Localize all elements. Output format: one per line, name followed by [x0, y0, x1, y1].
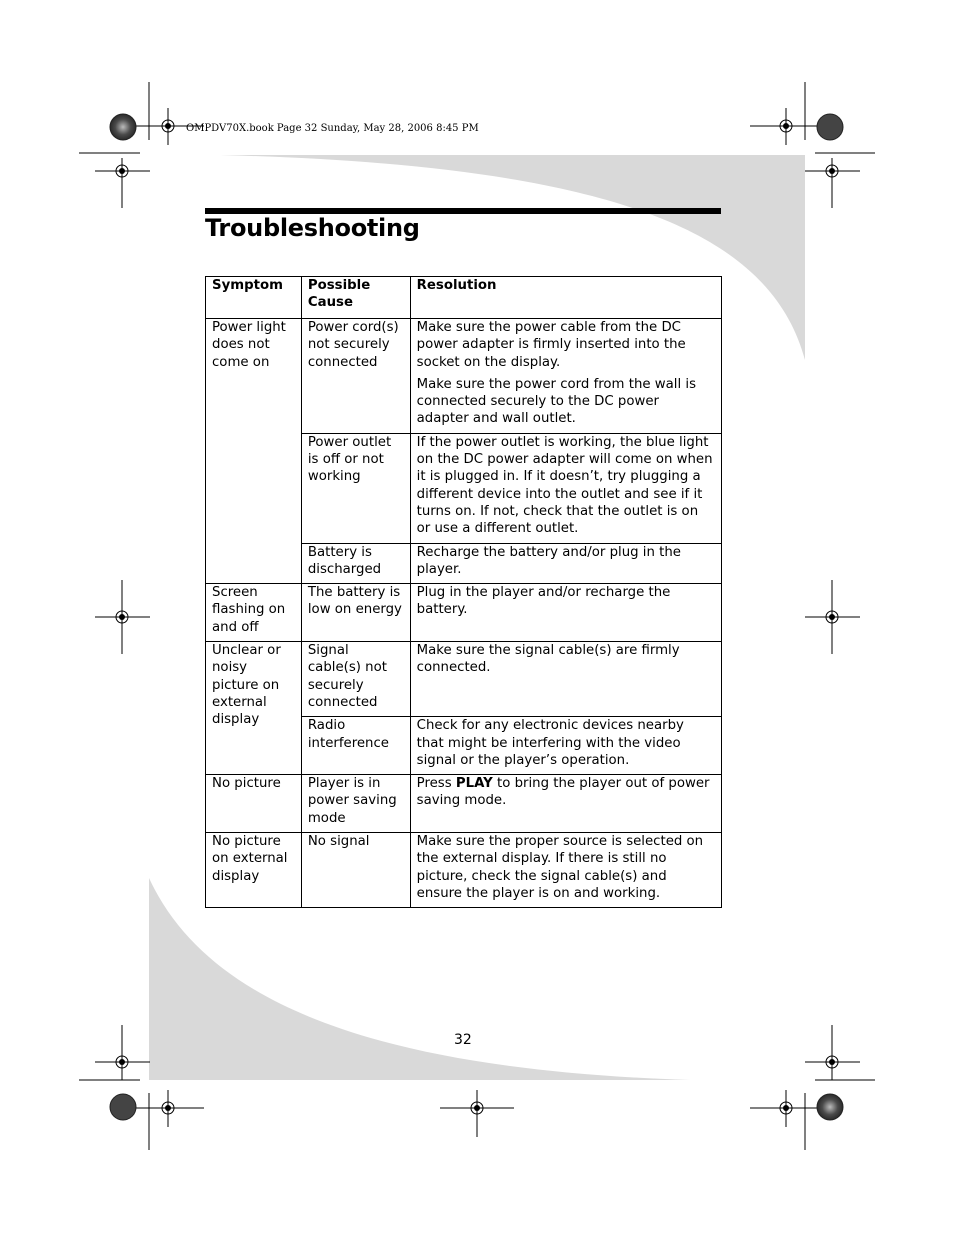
cause-cell: Power cord(s) not securely connected — [301, 319, 410, 434]
resolution-cell: Make sure the signal cable(s) are firmly connected. — [410, 642, 721, 717]
symptom-cell: Screen flashing on and off — [206, 584, 302, 642]
troubleshooting-table — [205, 276, 722, 908]
color-target-icon — [817, 114, 843, 140]
symptom-cell: Power light does not come on — [206, 319, 302, 584]
table-row — [206, 319, 722, 434]
color-target-icon — [110, 1094, 136, 1120]
table-row — [206, 833, 722, 908]
registration-target-icon — [805, 158, 860, 208]
resolution-text: to bring the player out of power saving mode. — [416, 776, 710, 809]
registration-target-icon — [805, 1025, 860, 1080]
print-slug: OMPDV70X.book Page 32 Sunday, May 28, 2006 8:45 PM — [186, 123, 479, 134]
registration-target-icon — [95, 158, 150, 208]
header-possible-cause: Possible Cause — [301, 277, 410, 319]
cause-cell: No signal — [301, 833, 410, 908]
decorative-swoosh-bottom — [149, 878, 690, 1080]
table-row — [206, 584, 722, 642]
registration-target-icon — [95, 1025, 150, 1080]
header-resolution: Resolution — [410, 277, 721, 319]
resolution-cell: Plug in the player and/or recharge the battery. — [410, 584, 721, 642]
resolution-cell: If the power outlet is working, the blue light on the DC power adapter will come on when it is plugged in. If it doesn’t, try plugging a different device into the outlet and see if it turns on. If not, check that the outlet is on or use a different outlet. — [410, 433, 721, 543]
resolution-paragraph: Make sure the power cord from the wall is connected securely to the DC power adapter and wall outlet. — [416, 376, 697, 427]
symptom-cell: No picture — [206, 775, 302, 833]
resolution-paragraph: Make sure the power cable from the DC power adapter is firmly inserted into the socket on the display. — [416, 320, 686, 370]
color-target-icon — [817, 1094, 843, 1120]
cause-cell: Signal cable(s) not securely connected — [301, 642, 410, 717]
resolution-text: Press — [416, 776, 456, 792]
resolution-cell: Make sure the proper source is selected on the external display. If there is still no picture, check the signal cable(s) and ensure the player is on and working. — [410, 833, 721, 908]
symptom-cell: Unclear or noisy picture on external display — [206, 642, 302, 775]
cause-cell: The battery is low on energy — [301, 584, 410, 642]
table-row — [206, 775, 722, 833]
resolution-cell: Recharge the battery and/or plug in the player. — [410, 543, 721, 584]
cause-cell: Battery is discharged — [301, 543, 410, 584]
cause-cell: Radio interference — [301, 717, 410, 775]
play-button-label: PLAY — [455, 776, 493, 792]
color-target-icon — [110, 114, 136, 140]
table-row — [206, 642, 722, 717]
page-title: Troubleshooting — [205, 214, 420, 242]
registration-target-icon — [440, 1090, 514, 1137]
resolution-cell: Check for any electronic devices nearby that might be interfering with the video signal or the player’s operation. — [410, 717, 721, 775]
page-number: 32 — [454, 1032, 472, 1048]
header-symptom: Symptom — [206, 277, 302, 319]
resolution-cell — [410, 775, 721, 833]
table-header-row — [206, 277, 722, 319]
cause-cell: Player is in power saving mode — [301, 775, 410, 833]
resolution-cell — [410, 319, 721, 434]
symptom-cell: No picture on external display — [206, 833, 302, 908]
cause-cell: Power outlet is off or not working — [301, 433, 410, 543]
